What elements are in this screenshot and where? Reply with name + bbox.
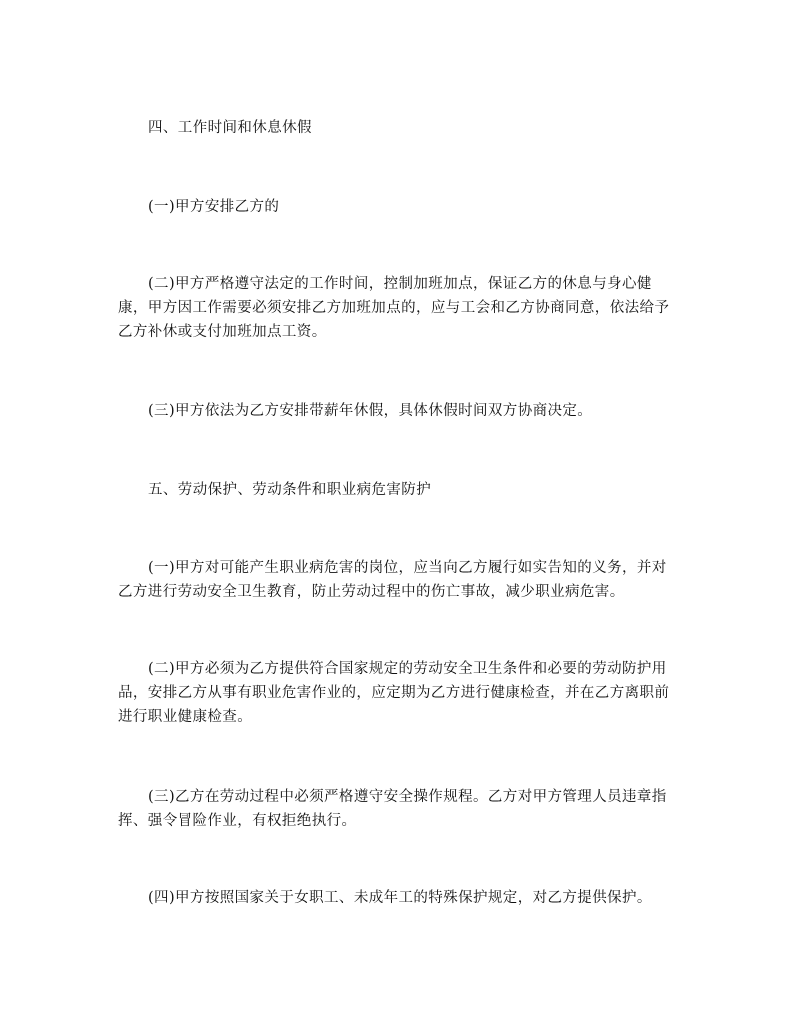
section-5-clause-2: (二)甲方必须为乙方提供符合国家规定的劳动安全卫生条件和必要的劳动防护用品，安排乙方从事有职业危害作业的，应定期为乙方进行健康检查，并在乙方离职前进行职业健康检查。 [118, 661, 670, 725]
section-4-clause-1: (一)甲方安排乙方的 [148, 199, 280, 215]
section-4-clause-2: (二)甲方严格遵守法定的工作时间，控制加班加点，保证乙方的休息与身心健康，甲方因工作需要必须安排乙方加班加点的，应与工会和乙方协商同意，依法给予乙方补休或支付加班加点工资。 [118, 276, 670, 340]
section-5-clause-3: (三)乙方在劳动过程中必须严格遵守安全操作规程。乙方对甲方管理人员违章指挥、强令冒险作业，有权拒绝执行。 [118, 789, 667, 829]
section-5-clause-1: (一)甲方对可能产生职业病危害的岗位，应当向乙方履行如实告知的义务，并对乙方进行劳动安全卫生教育，防止劳动过程中的伤亡事故，减少职业病危害。 [118, 560, 667, 600]
section-4-clause-3: (三)甲方依法为乙方安排带薪年休假，具体休假时间双方协商决定。 [148, 403, 593, 419]
section-5-clause-4: (四)甲方按照国家关于女职工、未成年工的特殊保护规定，对乙方提供保护。 [148, 890, 652, 906]
section-4-heading: 四、工作时间和休息休假 [148, 120, 312, 136]
section-5-heading: 五、劳动保护、劳动条件和职业病危害防护 [148, 482, 432, 498]
